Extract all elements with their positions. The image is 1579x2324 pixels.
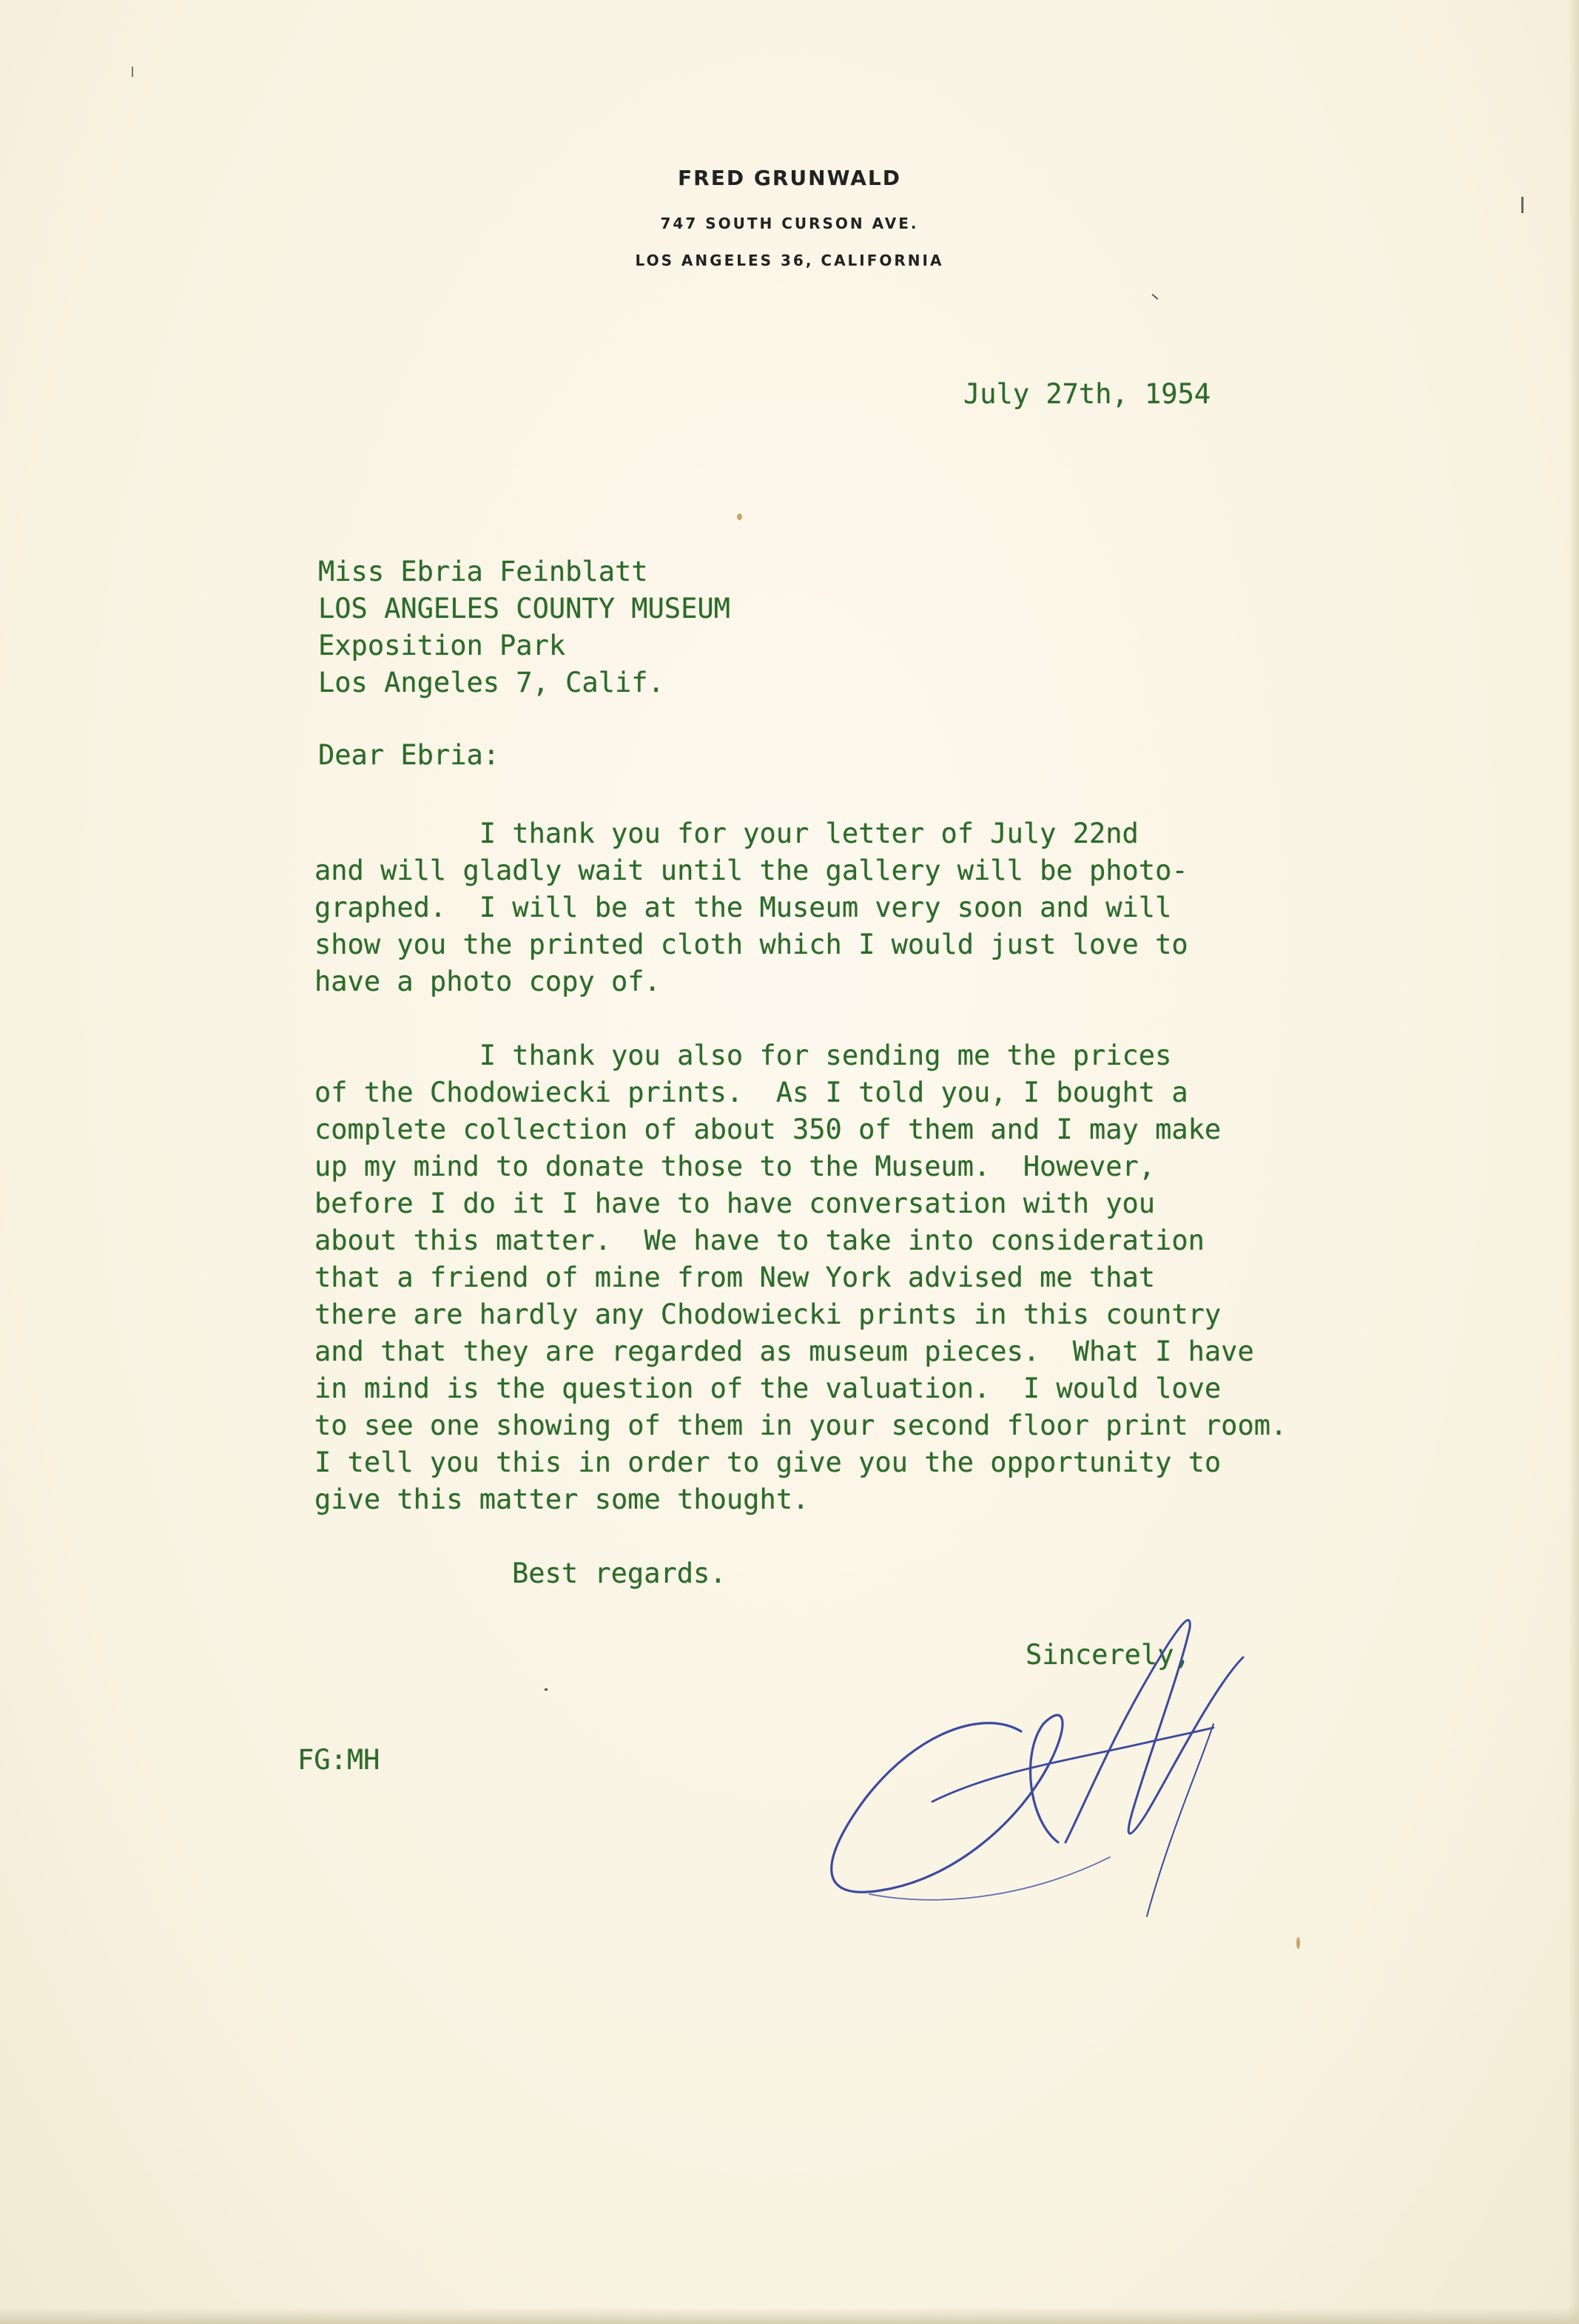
letterhead-name: FRED GRUNWALD — [678, 166, 901, 190]
body-paragraph-1 — [314, 815, 1188, 1000]
paper-mark — [545, 1688, 548, 1691]
body-line: graphed. I will be at the Museum very soon and will — [314, 892, 1172, 923]
salutation: Dear Ebria: — [318, 739, 500, 771]
body-line: to see one showing of them in your second floor print room. — [314, 1409, 1287, 1441]
paper-mark — [1521, 197, 1524, 213]
recipient-line: Los Angeles 7, Calif. — [318, 667, 664, 698]
paper-edge-right — [1569, 0, 1579, 2324]
body-line: complete collection of about 350 of them and I may make — [314, 1114, 1222, 1145]
reference-initials: FG:MH — [297, 1744, 380, 1776]
recipient-line: Miss Ebria Feinblatt — [318, 556, 648, 587]
body-line: there are hardly any Chodowiecki prints in this country — [314, 1299, 1222, 1330]
body-line: and will gladly wait until the gallery will be photo- — [314, 855, 1188, 886]
signature-loop — [832, 1715, 1063, 1892]
paper-speck — [737, 513, 742, 520]
body-line: about this matter. We have to take into consideration — [314, 1225, 1205, 1256]
body-line: and that they are regarded as museum pieces. What I have — [314, 1336, 1254, 1367]
letterhead-city: LOS ANGELES 36, CALIFORNIA — [635, 252, 944, 269]
paper-mark — [1152, 294, 1159, 300]
signature-cross-stroke — [932, 1728, 1213, 1802]
body-line: I tell you this in order to give you the opportunity to — [314, 1446, 1222, 1478]
body-line: I thank you also for sending me the prices — [314, 1040, 1172, 1071]
body-paragraph-2 — [314, 1037, 1287, 1518]
handwritten-signature — [799, 1576, 1273, 1961]
body-line: up my mind to donate those to the Museum. However, — [314, 1151, 1156, 1182]
body-line: I thank you for your letter of July 22nd — [314, 818, 1139, 849]
body-line: before I do it I have to have conversation with you — [314, 1188, 1156, 1219]
letter-date: July 27th, 1954 — [963, 378, 1211, 410]
letterhead-street: 747 SOUTH CURSON AVE. — [660, 215, 919, 232]
body-line: have a photo copy of. — [314, 966, 661, 997]
closing-regards: Best regards. — [512, 1557, 727, 1589]
paper-edge-bottom — [0, 2308, 1579, 2324]
recipient-line: LOS ANGELES COUNTY MUSEUM — [318, 593, 730, 624]
body-line: give this matter some thought. — [314, 1483, 809, 1515]
signature-swash — [869, 1857, 1110, 1900]
body-line: of the Chodowiecki prints. As I told you, I bought a — [314, 1077, 1188, 1108]
recipient-line: Exposition Park — [318, 630, 566, 661]
paper-mark — [132, 67, 133, 77]
recipient-address — [318, 553, 730, 701]
body-line: that a friend of mine from New York advised me that — [314, 1262, 1156, 1293]
body-line: in mind is the question of the valuation. I would love — [314, 1372, 1222, 1404]
body-line: show you the printed cloth which I would just love to — [314, 929, 1188, 960]
signoff-sincerely: Sincerely, — [1026, 1639, 1191, 1671]
signature-upstroke — [1065, 1620, 1243, 1842]
paper-speck — [1296, 1937, 1300, 1949]
